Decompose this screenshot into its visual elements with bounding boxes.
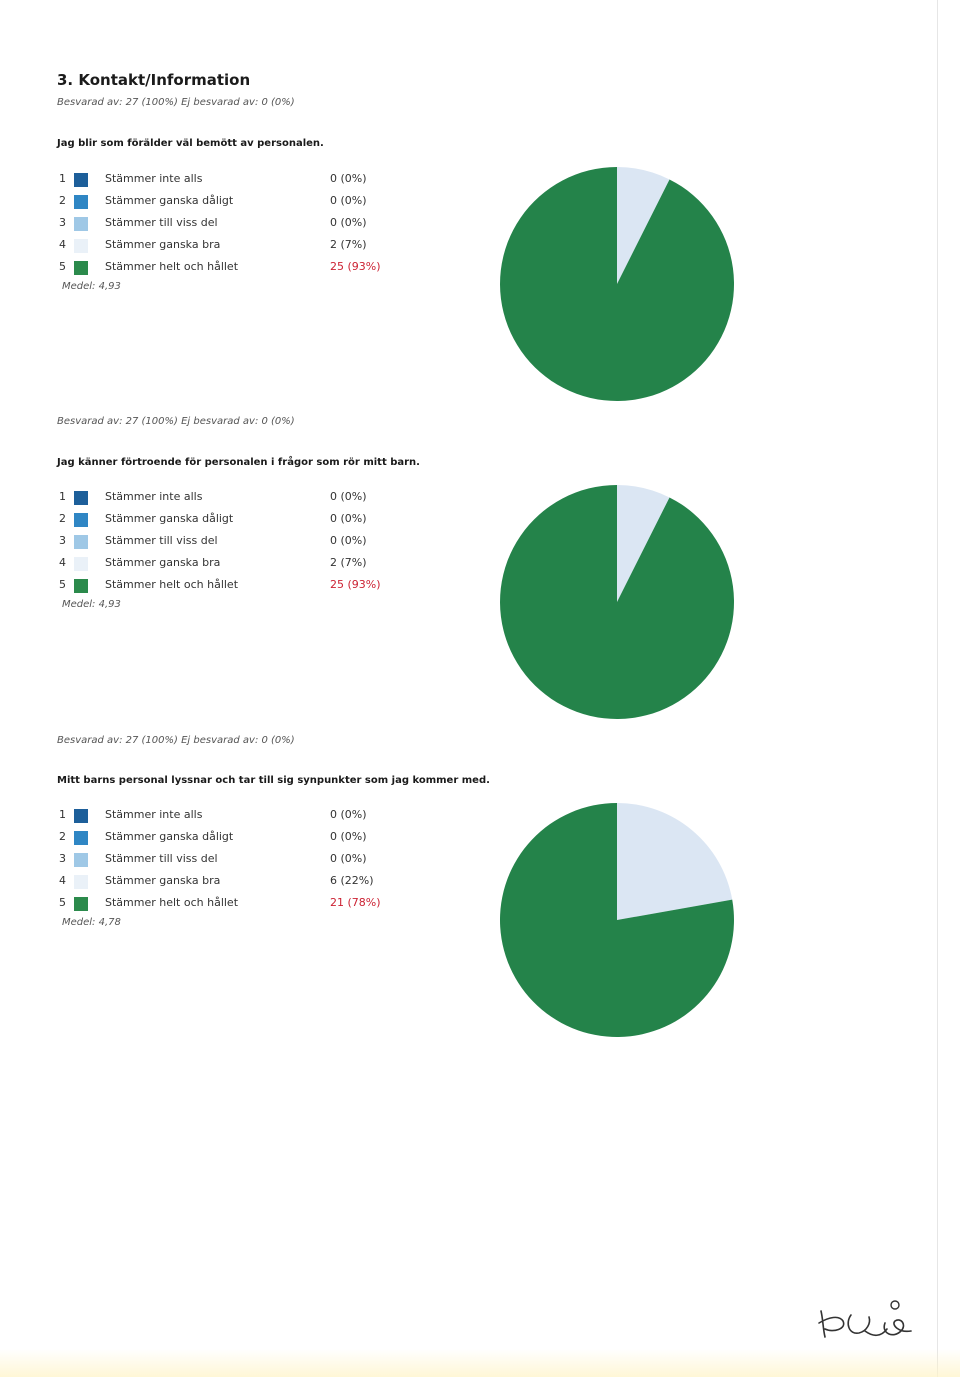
legend-label: Stämmer ganska bra (105, 238, 221, 251)
legend-label: Stämmer helt och hållet (105, 578, 239, 591)
legend-swatch (74, 513, 88, 527)
legend-label: Stämmer ganska dåligt (105, 830, 234, 843)
legend-count: 0 (0%) (330, 852, 367, 865)
legend-number: 4 (59, 238, 66, 251)
legend-swatch (74, 535, 88, 549)
legend-count: 0 (0%) (330, 808, 367, 821)
legend-row (57, 192, 417, 214)
legend-count: 0 (0%) (330, 830, 367, 843)
legend-swatch (74, 809, 88, 823)
page-edge (937, 0, 938, 1377)
legend-label: Stämmer till viss del (105, 534, 218, 547)
legend-1 (57, 170, 417, 298)
legend-swatch (74, 239, 88, 253)
legend-row (57, 488, 417, 510)
pie-chart-2 (497, 482, 737, 722)
legend-count: 0 (0%) (330, 534, 367, 547)
pie-chart-3 (497, 800, 737, 1040)
legend-number: 1 (59, 172, 66, 185)
question-3: Mitt barns personal lyssnar och tar till sig synpunkter som jag kommer med. (57, 775, 490, 786)
legend-count: 6 (22%) (330, 874, 374, 887)
legend-row (57, 806, 417, 828)
legend-number: 3 (59, 534, 66, 547)
question-2: Jag känner förtroende för personalen i frågor som rör mitt barn. (57, 457, 420, 468)
legend-label: Stämmer ganska bra (105, 556, 221, 569)
legend-3 (57, 806, 417, 934)
legend-number: 4 (59, 556, 66, 569)
scan-tint (0, 1349, 960, 1377)
legend-swatch (74, 831, 88, 845)
mean-value: Medel: 4,78 (62, 917, 121, 928)
legend-label: Stämmer ganska dåligt (105, 194, 234, 207)
legend-count: 2 (7%) (330, 556, 367, 569)
pie-slice-4 (617, 803, 732, 920)
legend-number: 2 (59, 194, 66, 207)
answered-summary-1: Besvarad av: 27 (100%) Ej besvarad av: 0 (0%) (57, 416, 295, 427)
legend-number: 3 (59, 852, 66, 865)
legend-count: 0 (0%) (330, 490, 367, 503)
mean-value: Medel: 4,93 (62, 281, 121, 292)
legend-2 (57, 488, 417, 616)
legend-count: 0 (0%) (330, 512, 367, 525)
legend-number: 5 (59, 260, 66, 273)
legend-label: Stämmer inte alls (105, 172, 203, 185)
legend-label: Stämmer till viss del (105, 852, 218, 865)
mean-value: Medel: 4,93 (62, 599, 121, 610)
legend-label: Stämmer inte alls (105, 808, 203, 821)
legend-row (57, 872, 417, 894)
legend-count: 0 (0%) (330, 216, 367, 229)
legend-count: 0 (0%) (330, 194, 367, 207)
legend-number: 1 (59, 490, 66, 503)
legend-swatch (74, 897, 88, 911)
legend-label: Stämmer helt och hållet (105, 896, 239, 909)
question-1: Jag blir som förälder väl bemött av personalen. (57, 138, 324, 149)
legend-label: Stämmer helt och hållet (105, 260, 239, 273)
pie-chart-1 (497, 164, 737, 404)
legend-count: 21 (78%) (330, 896, 381, 909)
legend-swatch (74, 579, 88, 593)
legend-row (57, 828, 417, 850)
legend-count: 25 (93%) (330, 578, 381, 591)
legend-row (57, 532, 417, 554)
legend-label: Stämmer inte alls (105, 490, 203, 503)
legend-number: 4 (59, 874, 66, 887)
legend-swatch (74, 217, 88, 231)
legend-count: 25 (93%) (330, 260, 381, 273)
legend-swatch (74, 173, 88, 187)
legend-row (57, 258, 417, 280)
legend-row (57, 236, 417, 258)
legend-label: Stämmer ganska bra (105, 874, 221, 887)
legend-number: 2 (59, 830, 66, 843)
legend-swatch (74, 491, 88, 505)
handwritten-signature (815, 1293, 920, 1345)
legend-row (57, 214, 417, 236)
legend-label: Stämmer ganska dåligt (105, 512, 234, 525)
legend-count: 2 (7%) (330, 238, 367, 251)
answered-summary-top: Besvarad av: 27 (100%) Ej besvarad av: 0 (0%) (57, 97, 295, 108)
legend-number: 1 (59, 808, 66, 821)
legend-swatch (74, 875, 88, 889)
legend-row (57, 554, 417, 576)
legend-row (57, 894, 417, 916)
legend-row (57, 510, 417, 532)
legend-number: 5 (59, 578, 66, 591)
legend-number: 2 (59, 512, 66, 525)
legend-label: Stämmer till viss del (105, 216, 218, 229)
legend-number: 3 (59, 216, 66, 229)
legend-count: 0 (0%) (330, 172, 367, 185)
legend-swatch (74, 195, 88, 209)
section-title: 3. Kontakt/Information (57, 71, 251, 89)
legend-row (57, 576, 417, 598)
legend-row (57, 850, 417, 872)
legend-row (57, 170, 417, 192)
legend-swatch (74, 853, 88, 867)
legend-number: 5 (59, 896, 66, 909)
answered-summary-2: Besvarad av: 27 (100%) Ej besvarad av: 0 (0%) (57, 735, 295, 746)
legend-swatch (74, 557, 88, 571)
legend-swatch (74, 261, 88, 275)
